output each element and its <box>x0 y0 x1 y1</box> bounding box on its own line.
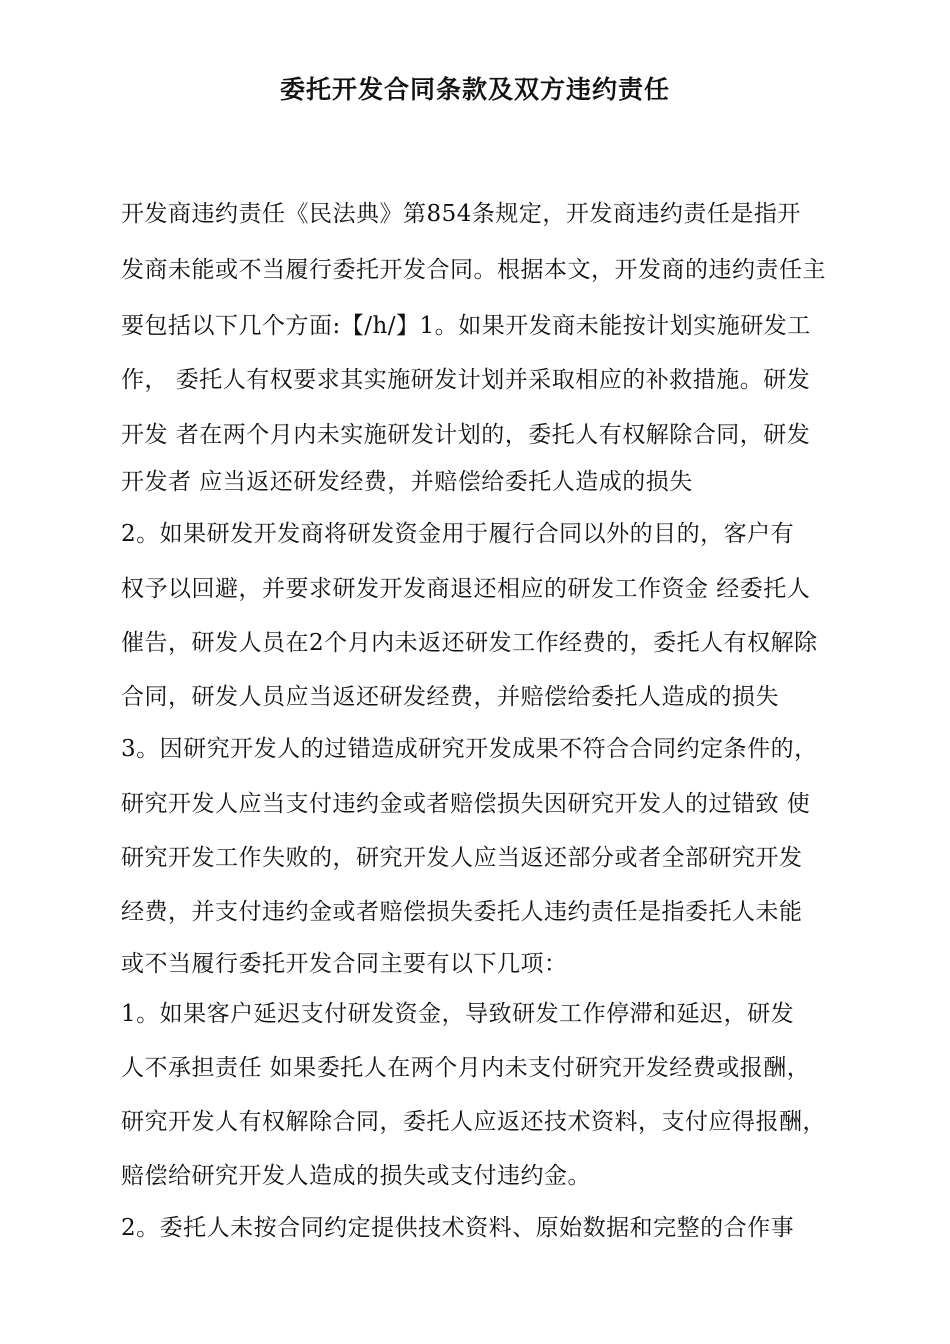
body-line: 作， 委托人有权要求其实施研发计划并采取相应的补救措施。研发 <box>121 367 811 393</box>
body-line: 要包括以下几个方面:【/h/】1。如果开发商未能按计划实施研发工 <box>121 313 811 339</box>
body-line: 开发 者在两个月内未实施研发计划的，委托人有权解除合同，研发 <box>121 422 811 448</box>
body-line: 3。因研究开发人的过错造成研究开发成果不符合合同约定条件的， <box>121 736 818 762</box>
body-line: 催告，研发人员在2个月内未返还研发工作经费的，委托人有权解除 <box>121 630 818 656</box>
document-title: 委托开发合同条款及双方违约责任 <box>279 75 670 104</box>
body-line: 经费，并支付违约金或者赔偿损失委托人违约责任是指委托人未能 <box>121 899 803 925</box>
body-line: 研究开发人有权解除合同，委托人应返还技术资料，支付应得报酬， <box>121 1109 826 1135</box>
body-line: 开发者 应当返还研发经费，并赔偿给委托人造成的损失 <box>121 469 693 495</box>
body-line: 2。委托人未按合同约定提供技术资料、原始数据和完整的合作事 <box>121 1215 795 1241</box>
body-line: 权予以回避，并要求研发开发商退还相应的研发工作资金 经委托人 <box>121 576 811 602</box>
body-line: 人不承担责任 如果委托人在两个月内未支付研究开发经费或报酬， <box>121 1055 811 1081</box>
body-line: 赔偿给研究开发人造成的损失或支付违约金。 <box>121 1163 591 1189</box>
body-line: 研究开发工作失败的，研究开发人应当返还部分或者全部研究开发 <box>121 845 803 871</box>
body-line: 开发商违约责任《民法典》第854条规定，开发商违约责任是指开 <box>121 201 801 227</box>
body-line: 研究开发人应当支付违约金或者赔偿损失因研究开发人的过错致 使 <box>121 791 811 817</box>
body-line: 合同，研发人员应当返还研发经费，并赔偿给委托人造成的损失 <box>121 684 779 710</box>
body-line: 发商未能或不当履行委托开发合同。根据本文，开发商的违约责任主 <box>121 257 826 283</box>
body-line: 或不当履行委托开发合同主要有以下几项： <box>121 951 568 977</box>
body-line: 1。如果客户延迟支付研发资金，导致研发工作停滞和延迟，研发 <box>121 1001 795 1027</box>
body-line: 2。如果研发开发商将研发资金用于履行合同以外的目的，客户有 <box>121 521 795 547</box>
